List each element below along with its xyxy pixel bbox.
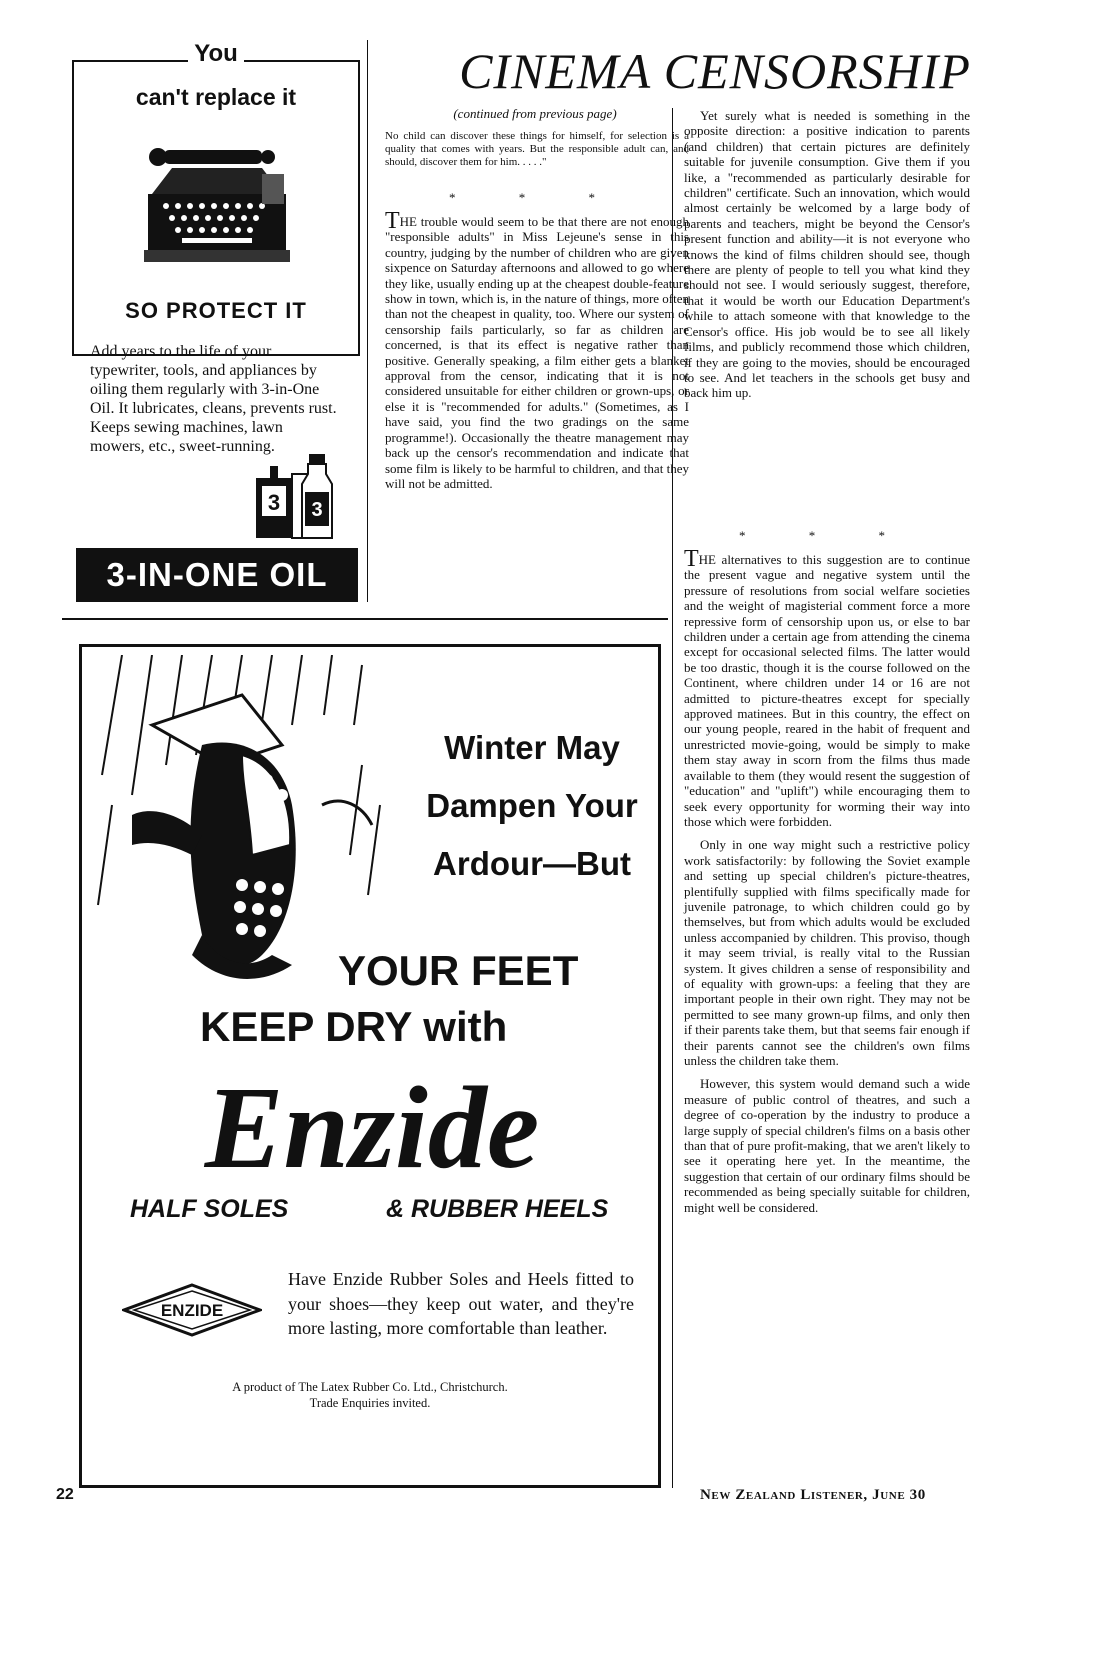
enzide-keep-dry: KEEP DRY with [200,1003,508,1050]
article-column-1 [385,208,690,491]
enzide-body-text: Have Enzide Rubber Soles and Heels fitted to your shoes—they keep out water, and they're more lasting, more comfortable than leather. [288,1269,634,1338]
drop-cap: T [684,546,699,572]
enzide-rubber-heels: & RUBBER HEELS [386,1195,609,1223]
oil-ad-you [72,40,360,68]
section-stars-2: * * * [739,528,915,543]
article-paragraph-5: However, this system would demand such a wide measure of public control of theatres, and such a degree of co-operation by the industry to produce a large supply of special children's films on a basis other than that of pure profit-making, that we aren't likely to see it operating here yet. In the meantime, the suggestion that certain of our ordinary films should be recommended as being specially suitable for children, might well be considered. [684,1076,970,1215]
oil-ad-body: Add years to the life of your typewriter, tools, and appliances by oiling them regularly with 3-in-One Oil. It lubricates, cleans, prevents rust. Keeps sewing machines, lawn mowers, etc., sweet-running. [90,343,337,455]
enzide-trade-enquiries: Trade Enquiries invited. [309,1396,431,1410]
article-paragraph-2: Yet surely what is needed is something in the opposite direction: a positive indication to parents (and children) that certain pictures are definitely suitable for juvenile consumption. Give them if you like, a "recommended as particularly desirable for children" certificate. Such an innovation, which would almost certainly be welcomed by a large body of parents and teachers, might be beyond the Censor's present function and ability—it is not everyone who knows the kind of films children should see, though there are plenty of people to tell you what kind they should not see. I would seriously suggest, therefore, that it would be worth our Education Department's while to attach someone with that knowledge to the Censor's office. His job would be to see all likely films, and publicly recommend those which children, if they are going to the movies, should be encouraged to see. And let teachers in the schools get busy and back him up. [684,108,970,401]
enzide-badge-text: ENZIDE [160,1301,224,1320]
oil-ad-replace: can't replace it [135,84,297,110]
enzide-half-soles: HALF SOLES [130,1195,289,1223]
section-stars-1: * * * [449,190,625,205]
enzide-logo-text: Enzide [204,1062,540,1193]
paragraph-text: HE trouble would seem to be that there are not enough "responsible adults" in Miss Lejeune's sense in this country, judging by the number of children who are given sixpence on Saturday afternoons and allowed to go where they like, usually ending up at the cheapest double-feature show in town, which is, in the nature of things, more often than not the cheapest in quality, too. Where our system of censorship fails particularly, so far as children are concerned, is that its effect is negative rather than positive. Generally speaking, a film either gets a blanket approval from the censor, indicating that it is not considered unsuitable for either children or grown-ups, or else it is "recommended for adults." (Sometimes, as I have said, you find the two gradings on the same programme!). Occasionally the theatre management may back up the censor's recommendation and indicate that some film is likely to be harmful to children, and that they will not be admitted. [385,214,690,491]
intro-quote: No child can discover these things for himself, for selection is a quality that comes with years. But the responsible adult can, and should, discover them for him. . . . ." [385,130,689,168]
enzide-headline-line-1: Winter May [444,729,620,766]
enzide-logo [152,1047,592,1197]
enzide-product-line [82,1379,658,1411]
oil-ad-brand: 3-IN-ONE OIL [76,548,358,602]
svg-text:3: 3 [311,499,323,521]
enzide-badge [122,1283,262,1337]
enzide-advertisement [79,644,661,1488]
drop-cap: T [385,208,400,234]
article-paragraph-4: Only in one way might such a restrictive policy work satisfactorily: by following the Soviet example and setting up special children's picture-theatres, plentifully supplied with films specifically made for juvenile patronage, to which children could go by themselves, but from which adults would be excluded unless accompanied by children. This proviso, though it may seem trivial, is really vital to the Russian system. It gives children a sense of responsibility and of equality with grown-ups: a feeling that they are important people in their own right. They may not be permitted to see many grown-up films, and only then if their parents take them, but that seems fair enough if their parents cannot see the children's own films unless the children take them. [684,837,970,1068]
article-column-2-continued [684,546,970,1215]
enzide-headline-line-3: Ardour—But [433,845,631,882]
article-paragraph-1 [385,208,690,491]
article-paragraph-3 [684,546,970,829]
column-divider-left [367,40,368,602]
article-title: CINEMA CENSORSHIP [459,43,971,99]
horizontal-divider [62,618,668,620]
page-number: 22 [56,1486,74,1503]
typewriter-illustration [142,144,292,284]
oil-can-icon [252,452,352,542]
enzide-your-feet: YOUR FEET [338,947,579,994]
article-column-2 [684,108,970,401]
boot-in-rain-illustration [92,655,392,985]
oil-advertisement [72,40,358,610]
enzide-manufacturer: A product of The Latex Rubber Co. Ltd., Christchurch. [232,1380,508,1394]
paragraph-text: HE alternatives to this suggestion are to continue the present vague and negative system until the pressure of resolutions from social welfare societies and the weight of magisterial comment force a more repressive form of censorship upon us, or else to bar children under a certain age from attending the cinema except for occasional selected films. The latter would be too drastic, though it is the course followed on the Continent, where children under 14 or 16 are not admitted to picture-theatres except for specially approved matinees. But in this country, the effect on our young people, reared in the habit of frequent and unrestricted movie-going, would be simply to make them stay away in scorn from the films thus made available to them (they would resent the suggestion of "education" and "uplift") while encouraging them to seek every opportunity for worming their way into those which were forbidden. [684,552,970,829]
svg-text:3: 3 [267,490,281,515]
oil-ad-you-text: You [188,40,244,67]
enzide-headline [382,719,682,893]
oil-ad-protect: SO PROTECT IT [125,298,307,323]
enzide-headline-line-2: Dampen Your [426,787,638,824]
continued-note: (continued from previous page) [453,106,617,121]
magazine-footer: New Zealand Listener, June 30 [700,1487,926,1503]
